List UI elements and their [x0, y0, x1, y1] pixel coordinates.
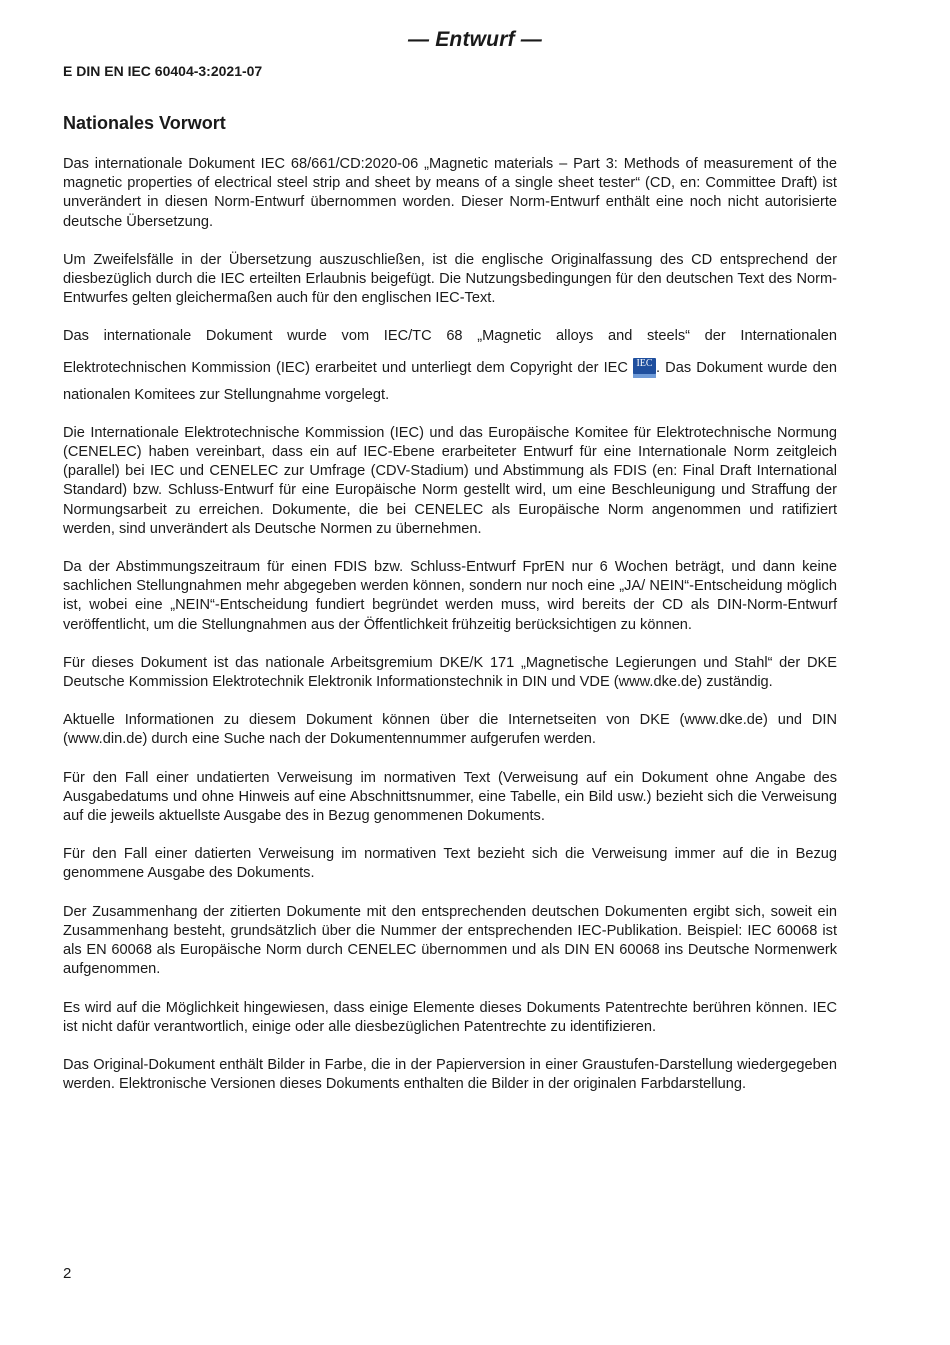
document-body [63, 155, 837, 1113]
paragraph-6: Für dieses Dokument ist das nationale Arbeitsgremium DKE/K 171 „Magnetische Legierungen und Stahl“ der DKE Deutsche Kommission Elektrotechnik Elektronik Informationstechnik in DIN und VDE (www.dke.de) zuständig. [63, 654, 837, 691]
page-number: 2 [63, 1265, 72, 1282]
paragraph-1: Das internationale Dokument IEC 68/661/CD:2020-06 „Magnetic materials – Part 3: Methods of measurement of the magnetic properties of electrical steel strip and sheet by means of a single sheet tester“ (CD, en: Committee Draft) ist unverändert in diesen Norm-Entwurf übernommen worden. Dieser Norm-Entwurf enthält eine noch nicht autorisierte deutsche Übersetzung. [63, 156, 837, 230]
paragraph-9: Für den Fall einer datierten Verweisung im normativen Text bezieht sich die Verweisung immer auf die in Bezug genommene Ausgabe des Dokuments. [63, 846, 837, 882]
paragraph-11: Es wird auf die Möglichkeit hingewiesen, dass einige Elemente dieses Dokuments Patentrechte berühren können. IEC ist nicht dafür verantwortlich, einige oder alle diesbezüglichen Patentrechte zu identifizieren. [63, 999, 837, 1035]
paragraph-2: Um Zweifelsfälle in der Übersetzung auszuschließen, ist die englische Originalfassung des CD entsprechend der diesbezüglich durch die IEC erteilten Erlaubnis beigefügt. Die Nutzungsbedingungen für den deutschen Text des Norm-Entwurfes gelten gleichermaßen auch für den englischen IEC-Text. [63, 251, 837, 307]
paragraph-3-text-a: Elektrotechnischen Kommission (IEC) erarbeitet und unterliegt dem Copyright der IEC [63, 359, 634, 376]
paragraph-8: Für den Fall einer undatierten Verweisung im normativen Text (Verweisung auf ein Dokument ohne Angabe des Ausgabedatums und ohne Hinweis auf eine Abschnittsnummer, eine Tabelle, ein Bild usw.) bezieht sich die Verweisung auf die jeweils aktuellste Ausgabe des in Bezug genommenen Dokuments. [63, 769, 837, 825]
draft-watermark-title: — Entwurf — [407, 28, 543, 51]
paragraph-10: Der Zusammenhang der zitierten Dokumente mit den entsprechenden deutschen Dokumenten ergibt sich, soweit ein Zusammenhang besteht, grundsätzlich über die Nummer der entsprechenden IEC-Publikation. Beispiel: IEC 60068 ist als EN 60068 als Europäische Norm durch CENELEC übernommen und als DIN EN 60068 ins Deutsche Normenwerk aufgenommen. [63, 903, 837, 978]
paragraph-3 [63, 327, 837, 404]
paragraph-4: Die Internationale Elektrotechnische Kommission (IEC) und das Europäische Komitee für Elektrotechnische Normung (CENELEC) haben vereinbart, dass ein auf IEC-Ebene erarbeiteter Entwurf für eine Internationale Norm zeitgleich (parallel) bei IEC und CENELEC zur Umfrage (CDV-Stadium) und Abstimmung als FDIS (en: Final Draft International Standard) bzw. Schluss-Entwurf für eine Europäische Norm gestellt wird, um eine Beschleunigung und Straffung der Normungsarbeit zu erreichen. Dokumente, die bei CENELEC als Europäische Norm angenommen und ratifiziert werden, sind unverändert als Deutsche Normen zu übernehmen. [63, 424, 837, 537]
document-identifier: E DIN EN IEC 60404-3:2021-07 [63, 63, 263, 79]
paragraph-3-text-b: . Das Dokument wurde den nationalen Komitees zur Stellungnahme vorgelegt. [63, 359, 837, 403]
paragraph-7: Aktuelle Informationen zu diesem Dokument können über die Internetseiten von DKE (www.dke.de) und DIN (www.din.de) durch eine Suche nach der Dokumentennummer aufgerufen werden. [63, 712, 837, 748]
paragraph-5: Da der Abstimmungszeitraum für einen FDIS bzw. Schluss-Entwurf FprEN nur 6 Wochen beträgt, und dann keine sachlichen Stellungnahmen mehr abgegeben werden können, sondern nur noch eine „JA/ NEIN“-Entscheidung möglich ist, wobei eine „NEIN“-Entscheidung fundiert begründet werden muss, wird bereits der CD als DIN-Norm-Entwurf veröffentlicht, um die Stellungnahmen aus der Öffentlichkeit frühzeitig berücksichtigen zu können. [63, 559, 837, 633]
paragraph-12: Das Original-Dokument enthält Bilder in Farbe, die in der Papierversion in einer Graustufen-Darstellung wiedergegeben werden. Elektronische Versionen dieses Dokuments enthalten die Bilder in der originalen Farbdarstellung. [63, 1056, 837, 1093]
section-heading: Nationales Vorwort [63, 113, 226, 133]
paragraph-3-line-1: Das internationale Dokument wurde vom IEC/TC 68 „Magnetic alloys and steels“ der Internationalen [63, 328, 837, 345]
iec-logo-icon: IEC [633, 358, 656, 378]
